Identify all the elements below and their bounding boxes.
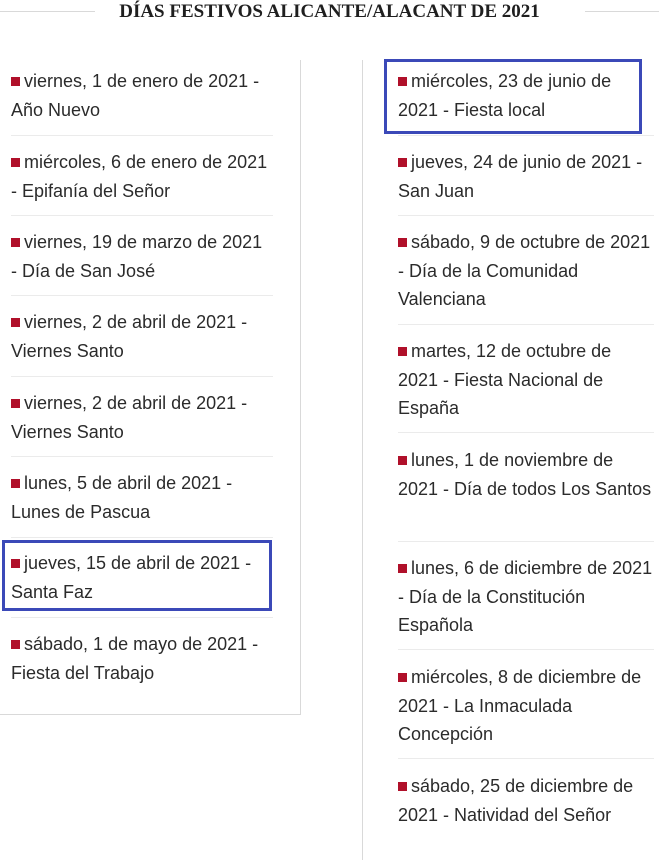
holiday-item xyxy=(11,67,273,124)
holiday-text: sábado, 25 de diciembre de 2021 - Natividad del Señor xyxy=(398,776,634,825)
bullet-icon xyxy=(398,456,407,465)
holiday-text: viernes, 19 de marzo de 2021 - Día de San José xyxy=(11,232,263,281)
holiday-text: miércoles, 6 de enero de 2021 - Epifanía del Señor xyxy=(11,152,268,201)
bullet-icon xyxy=(398,347,407,356)
holiday-item xyxy=(398,663,654,749)
bullet-icon xyxy=(11,640,20,649)
holiday-item xyxy=(398,446,654,503)
highlight-box-fiesta-local xyxy=(384,59,642,134)
holiday-item xyxy=(398,337,654,423)
bullet-icon xyxy=(398,564,407,573)
holiday-item xyxy=(398,554,654,640)
holiday-text: miércoles, 8 de diciembre de 2021 - La Inmaculada Concepción xyxy=(398,667,642,745)
holiday-text: sábado, 9 de octubre de 2021 - Día de la Comunidad Valenciana xyxy=(398,232,651,310)
holiday-text: jueves, 24 de junio de 2021 - San Juan xyxy=(398,152,643,201)
divider xyxy=(11,135,273,136)
holiday-item xyxy=(398,228,654,314)
bullet-icon xyxy=(11,318,20,327)
holiday-item xyxy=(11,469,273,526)
holiday-item xyxy=(398,148,654,205)
divider xyxy=(398,649,654,650)
divider xyxy=(398,135,654,136)
bullet-icon xyxy=(398,238,407,247)
holiday-item xyxy=(11,630,273,687)
bullet-icon xyxy=(11,77,20,86)
holiday-list-right xyxy=(362,60,659,860)
bullet-icon xyxy=(11,479,20,488)
holiday-item xyxy=(11,308,273,365)
holiday-text: viernes, 2 de abril de 2021 - Viernes Santo xyxy=(11,393,248,442)
bullet-icon xyxy=(11,158,20,167)
page-title: DÍAS FESTIVOS ALICANTE/ALACANT DE 2021 xyxy=(0,0,659,24)
holiday-list-left xyxy=(0,60,301,715)
divider xyxy=(11,215,273,216)
holiday-text: viernes, 2 de abril de 2021 - Viernes Santo xyxy=(11,312,248,361)
divider xyxy=(398,541,654,542)
bullet-icon xyxy=(11,399,20,408)
bullet-icon xyxy=(11,238,20,247)
holiday-text: viernes, 1 de enero de 2021 - Año Nuevo xyxy=(11,71,260,120)
holiday-text: martes, 12 de octubre de 2021 - Fiesta Nacional de España xyxy=(398,341,612,419)
divider xyxy=(11,456,273,457)
holiday-text: sábado, 1 de mayo de 2021 - Fiesta del Trabajo xyxy=(11,634,259,683)
divider xyxy=(11,295,273,296)
holiday-text: jueves, 15 de abril de 2021 - Santa Faz xyxy=(11,553,252,602)
holiday-item xyxy=(11,228,273,285)
divider xyxy=(11,376,273,377)
holiday-item xyxy=(11,148,273,205)
holiday-text: miércoles, 23 de junio de 2021 - Fiesta local xyxy=(398,71,612,120)
divider xyxy=(398,758,654,759)
bullet-icon xyxy=(398,158,407,167)
holiday-text: lunes, 5 de abril de 2021 - Lunes de Pascua xyxy=(11,473,233,522)
holiday-item xyxy=(398,772,654,829)
holiday-text: lunes, 6 de diciembre de 2021 - Día de la Constitución Española xyxy=(398,558,653,636)
divider xyxy=(398,324,654,325)
bullet-icon xyxy=(398,782,407,791)
bullet-icon xyxy=(398,673,407,682)
divider xyxy=(398,215,654,216)
highlight-box-santa-faz xyxy=(2,540,272,611)
holiday-item xyxy=(11,389,273,446)
divider xyxy=(398,432,654,433)
divider xyxy=(11,617,273,618)
divider xyxy=(11,537,273,538)
holiday-text: lunes, 1 de noviembre de 2021 - Día de todos Los Santos xyxy=(398,450,652,499)
